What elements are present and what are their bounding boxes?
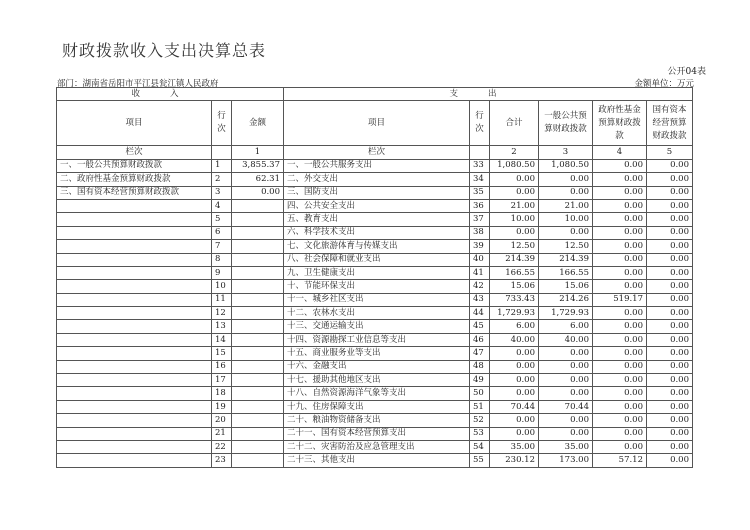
income-amount-cell bbox=[232, 266, 284, 279]
income-amount-cell bbox=[232, 374, 284, 387]
state-capital-cell: 0.00 bbox=[647, 253, 693, 266]
expense-item-cell: 十、节能环保支出 bbox=[284, 280, 470, 293]
expense-header: 支出 bbox=[284, 88, 693, 101]
fund-budget-cell: 0.00 bbox=[593, 266, 647, 279]
general-budget-cell: 0.00 bbox=[539, 427, 593, 440]
expense-rowno-cell: 49 bbox=[470, 374, 490, 387]
income-item-cell bbox=[57, 253, 212, 266]
total-cell: 35.00 bbox=[490, 440, 539, 453]
total-cell: 214.39 bbox=[490, 253, 539, 266]
income-item-cell bbox=[57, 199, 212, 212]
income-amount-cell bbox=[232, 253, 284, 266]
table-row bbox=[57, 347, 693, 360]
income-rowno-cell: 10 bbox=[212, 280, 232, 293]
expense-rowno-cell: 55 bbox=[470, 454, 490, 467]
income-rowno-cell: 20 bbox=[212, 414, 232, 427]
income-amount-cell bbox=[232, 400, 284, 413]
income-rowno-cell: 6 bbox=[212, 226, 232, 239]
expense-item-cell: 十一、城乡社区支出 bbox=[284, 293, 470, 306]
expense-rowno-cell: 37 bbox=[470, 213, 490, 226]
expense-rowno-cell: 53 bbox=[470, 427, 490, 440]
income-amount-cell bbox=[232, 454, 284, 467]
state-capital-cell: 0.00 bbox=[647, 360, 693, 373]
income-item-cell bbox=[57, 400, 212, 413]
column-index-blank bbox=[212, 146, 232, 159]
fund-budget-cell: 0.00 bbox=[593, 360, 647, 373]
state-capital-cell: 0.00 bbox=[647, 213, 693, 226]
fund-budget-cell: 0.00 bbox=[593, 213, 647, 226]
total-cell: 10.00 bbox=[490, 213, 539, 226]
income-item-cell: 三、国有资本经营预算财政拨款 bbox=[57, 186, 212, 199]
column-index-5: 5 bbox=[647, 146, 693, 159]
income-rowno-cell: 9 bbox=[212, 266, 232, 279]
income-rowno-cell: 1 bbox=[212, 159, 232, 172]
general-budget-cell: 0.00 bbox=[539, 186, 593, 199]
column-index-row bbox=[57, 146, 693, 159]
income-rowno-cell: 21 bbox=[212, 427, 232, 440]
income-item-cell bbox=[57, 226, 212, 239]
income-item-cell bbox=[57, 266, 212, 279]
income-rowno-cell: 2 bbox=[212, 173, 232, 186]
fund-budget-cell: 0.00 bbox=[593, 427, 647, 440]
income-amount-cell bbox=[232, 213, 284, 226]
income-rowno-cell: 7 bbox=[212, 240, 232, 253]
general-budget-cell: 70.44 bbox=[539, 400, 593, 413]
income-amount-cell: 0.00 bbox=[232, 186, 284, 199]
table-row bbox=[57, 173, 693, 186]
state-capital-cell: 0.00 bbox=[647, 307, 693, 320]
total-cell: 0.00 bbox=[490, 427, 539, 440]
income-amount-cell bbox=[232, 333, 284, 346]
total-cell: 12.50 bbox=[490, 240, 539, 253]
total-cell: 21.00 bbox=[490, 199, 539, 212]
expense-item-cell: 十五、商业服务业等支出 bbox=[284, 347, 470, 360]
fund-budget-cell: 0.00 bbox=[593, 320, 647, 333]
total-cell: 1,729.93 bbox=[490, 307, 539, 320]
expense-rowno-cell: 36 bbox=[470, 199, 490, 212]
state-capital-cell: 0.00 bbox=[647, 159, 693, 172]
state-capital-cell: 0.00 bbox=[647, 280, 693, 293]
income-rowno-cell: 11 bbox=[212, 293, 232, 306]
income-amount-cell bbox=[232, 280, 284, 293]
total-cell: 166.55 bbox=[490, 266, 539, 279]
general-budget-cell: 0.00 bbox=[539, 173, 593, 186]
general-budget-cell: 166.55 bbox=[539, 266, 593, 279]
state-capital-cell: 0.00 bbox=[647, 186, 693, 199]
table-row bbox=[57, 226, 693, 239]
fund-budget-cell: 0.00 bbox=[593, 347, 647, 360]
form-number: 公开04表 bbox=[667, 67, 706, 77]
total-cell: 0.00 bbox=[490, 347, 539, 360]
income-amount-cell bbox=[232, 199, 284, 212]
column-index-3: 3 bbox=[539, 146, 593, 159]
income-amount-cell: 62.31 bbox=[232, 173, 284, 186]
expense-item-cell: 十四、资源勘探工业信息等支出 bbox=[284, 333, 470, 346]
expense-rowno-cell: 34 bbox=[470, 173, 490, 186]
expense-item-cell: 十八、自然资源海洋气象等支出 bbox=[284, 387, 470, 400]
fund-budget-header: 政府性基金预算财政拨款 bbox=[593, 101, 647, 146]
general-budget-cell: 1,729.93 bbox=[539, 307, 593, 320]
total-cell: 0.00 bbox=[490, 186, 539, 199]
expense-rowno-cell: 43 bbox=[470, 293, 490, 306]
income-amount-cell: 3,855.37 bbox=[232, 159, 284, 172]
state-capital-cell: 0.00 bbox=[647, 199, 693, 212]
expense-rowno-header: 行次 bbox=[470, 101, 490, 146]
table-body bbox=[57, 159, 693, 467]
income-item-cell bbox=[57, 280, 212, 293]
fund-budget-cell: 519.17 bbox=[593, 293, 647, 306]
column-index-1: 1 bbox=[232, 146, 284, 159]
general-budget-cell: 35.00 bbox=[539, 440, 593, 453]
total-cell: 0.00 bbox=[490, 374, 539, 387]
fund-budget-cell: 0.00 bbox=[593, 159, 647, 172]
fund-budget-cell: 0.00 bbox=[593, 440, 647, 453]
table-row bbox=[57, 253, 693, 266]
general-budget-cell: 6.00 bbox=[539, 320, 593, 333]
report-title: 财政拨款收入支出决算总表 bbox=[62, 41, 267, 60]
general-budget-cell: 21.00 bbox=[539, 199, 593, 212]
income-rowno-cell: 17 bbox=[212, 374, 232, 387]
general-budget-cell: 0.00 bbox=[539, 414, 593, 427]
income-rowno-cell: 12 bbox=[212, 307, 232, 320]
expense-rowno-cell: 35 bbox=[470, 186, 490, 199]
total-cell: 40.00 bbox=[490, 333, 539, 346]
expense-item-cell: 十九、住房保障支出 bbox=[284, 400, 470, 413]
general-budget-cell: 12.50 bbox=[539, 240, 593, 253]
total-cell: 0.00 bbox=[490, 226, 539, 239]
general-budget-cell: 0.00 bbox=[539, 360, 593, 373]
header-row-columns bbox=[57, 101, 693, 146]
fund-budget-cell: 0.00 bbox=[593, 240, 647, 253]
amount-unit-label: 金额单位：万元 bbox=[634, 79, 694, 89]
income-item-cell bbox=[57, 414, 212, 427]
general-budget-cell: 214.39 bbox=[539, 253, 593, 266]
income-rowno-cell: 3 bbox=[212, 186, 232, 199]
state-capital-cell: 0.00 bbox=[647, 293, 693, 306]
income-item-cell bbox=[57, 347, 212, 360]
fund-budget-cell: 0.00 bbox=[593, 374, 647, 387]
income-item-cell bbox=[57, 360, 212, 373]
expense-rowno-cell: 46 bbox=[470, 333, 490, 346]
state-capital-cell: 0.00 bbox=[647, 400, 693, 413]
expense-item-cell: 二十一、国有资本经营预算支出 bbox=[284, 427, 470, 440]
income-amount-cell bbox=[232, 320, 284, 333]
expense-item-header: 项目 bbox=[284, 101, 470, 146]
total-cell: 733.43 bbox=[490, 293, 539, 306]
total-cell: 0.00 bbox=[490, 387, 539, 400]
table-row bbox=[57, 360, 693, 373]
fund-budget-cell: 0.00 bbox=[593, 186, 647, 199]
fund-budget-cell: 0.00 bbox=[593, 253, 647, 266]
state-capital-cell: 0.00 bbox=[647, 320, 693, 333]
column-label-expense: 栏次 bbox=[284, 146, 470, 159]
state-capital-cell: 0.00 bbox=[647, 427, 693, 440]
expense-item-cell: 七、文化旅游体育与传媒支出 bbox=[284, 240, 470, 253]
expense-item-cell: 九、卫生健康支出 bbox=[284, 266, 470, 279]
column-index-blank bbox=[470, 146, 490, 159]
expense-rowno-cell: 33 bbox=[470, 159, 490, 172]
table-row bbox=[57, 199, 693, 212]
expense-item-cell: 二十、粮油物资储备支出 bbox=[284, 414, 470, 427]
general-budget-cell: 173.00 bbox=[539, 454, 593, 467]
income-rowno-cell: 5 bbox=[212, 213, 232, 226]
table-row bbox=[57, 320, 693, 333]
expense-rowno-cell: 52 bbox=[470, 414, 490, 427]
income-amount-cell bbox=[232, 226, 284, 239]
fund-budget-cell: 0.00 bbox=[593, 173, 647, 186]
general-budget-cell: 1,080.50 bbox=[539, 159, 593, 172]
expense-item-cell: 八、社会保障和就业支出 bbox=[284, 253, 470, 266]
state-capital-cell: 0.00 bbox=[647, 333, 693, 346]
expense-item-cell: 五、教育支出 bbox=[284, 213, 470, 226]
income-item-cell bbox=[57, 440, 212, 453]
department-label: 部门：湖南省岳阳市平江县瓮江镇人民政府 bbox=[57, 79, 219, 89]
expense-item-cell: 十二、农林水支出 bbox=[284, 307, 470, 320]
expense-item-cell: 十三、交通运输支出 bbox=[284, 320, 470, 333]
fund-budget-cell: 0.00 bbox=[593, 199, 647, 212]
income-item-cell bbox=[57, 374, 212, 387]
state-capital-cell: 0.00 bbox=[647, 240, 693, 253]
income-item-header: 项目 bbox=[57, 101, 212, 146]
income-amount-cell bbox=[232, 360, 284, 373]
general-budget-cell: 0.00 bbox=[539, 347, 593, 360]
income-item-cell: 一、一般公共预算财政拨款 bbox=[57, 159, 212, 172]
income-rowno-cell: 15 bbox=[212, 347, 232, 360]
expense-rowno-cell: 48 bbox=[470, 360, 490, 373]
income-item-cell bbox=[57, 213, 212, 226]
general-budget-cell: 0.00 bbox=[539, 387, 593, 400]
income-item-cell bbox=[57, 320, 212, 333]
income-amount-cell bbox=[232, 347, 284, 360]
state-capital-cell: 0.00 bbox=[647, 173, 693, 186]
table-row bbox=[57, 427, 693, 440]
expense-rowno-cell: 39 bbox=[470, 240, 490, 253]
income-amount-cell bbox=[232, 240, 284, 253]
column-index-2: 2 bbox=[490, 146, 539, 159]
general-budget-cell: 15.06 bbox=[539, 280, 593, 293]
income-item-cell bbox=[57, 333, 212, 346]
table-row bbox=[57, 186, 693, 199]
state-capital-cell: 0.00 bbox=[647, 454, 693, 467]
expense-item-cell: 二十二、灾害防治及应急管理支出 bbox=[284, 440, 470, 453]
income-item-cell bbox=[57, 240, 212, 253]
income-rowno-cell: 23 bbox=[212, 454, 232, 467]
state-capital-cell: 0.00 bbox=[647, 347, 693, 360]
fund-budget-cell: 0.00 bbox=[593, 307, 647, 320]
expense-item-cell: 一、一般公共服务支出 bbox=[284, 159, 470, 172]
income-item-cell bbox=[57, 293, 212, 306]
total-cell: 15.06 bbox=[490, 280, 539, 293]
total-cell: 0.00 bbox=[490, 414, 539, 427]
expense-item-cell: 四、公共安全支出 bbox=[284, 199, 470, 212]
general-budget-cell: 40.00 bbox=[539, 333, 593, 346]
expense-item-cell: 十六、金融支出 bbox=[284, 360, 470, 373]
general-budget-cell: 214.26 bbox=[539, 293, 593, 306]
state-capital-cell: 0.00 bbox=[647, 226, 693, 239]
fund-budget-cell: 0.00 bbox=[593, 414, 647, 427]
table-row bbox=[57, 374, 693, 387]
income-rowno-cell: 22 bbox=[212, 440, 232, 453]
header-row-sections bbox=[57, 88, 693, 101]
table-row bbox=[57, 213, 693, 226]
income-rowno-cell: 14 bbox=[212, 333, 232, 346]
expense-item-cell: 十七、援助其他地区支出 bbox=[284, 374, 470, 387]
income-rowno-cell: 19 bbox=[212, 400, 232, 413]
income-amount-cell bbox=[232, 307, 284, 320]
total-cell: 70.44 bbox=[490, 400, 539, 413]
expense-item-cell: 二、外交支出 bbox=[284, 173, 470, 186]
income-amount-cell bbox=[232, 440, 284, 453]
expense-rowno-cell: 42 bbox=[470, 280, 490, 293]
income-rowno-cell: 13 bbox=[212, 320, 232, 333]
table-row bbox=[57, 280, 693, 293]
expense-item-cell: 二十三、其他支出 bbox=[284, 454, 470, 467]
expense-rowno-cell: 47 bbox=[470, 347, 490, 360]
fund-budget-cell: 57.12 bbox=[593, 454, 647, 467]
general-budget-cell: 10.00 bbox=[539, 213, 593, 226]
expense-rowno-cell: 44 bbox=[470, 307, 490, 320]
column-index-4: 4 bbox=[593, 146, 647, 159]
expense-rowno-cell: 50 bbox=[470, 387, 490, 400]
state-capital-cell: 0.00 bbox=[647, 414, 693, 427]
general-budget-cell: 0.00 bbox=[539, 374, 593, 387]
income-header: 收入 bbox=[57, 88, 284, 101]
expense-rowno-cell: 41 bbox=[470, 266, 490, 279]
income-rowno-cell: 18 bbox=[212, 387, 232, 400]
state-capital-cell: 0.00 bbox=[647, 374, 693, 387]
income-amount-cell bbox=[232, 387, 284, 400]
table-row bbox=[57, 387, 693, 400]
expense-rowno-cell: 54 bbox=[470, 440, 490, 453]
state-capital-cell: 0.00 bbox=[647, 387, 693, 400]
table-row bbox=[57, 293, 693, 306]
state-capital-cell: 0.00 bbox=[647, 440, 693, 453]
state-capital-header: 国有资本经营预算财政拨款 bbox=[647, 101, 693, 146]
table-row bbox=[57, 454, 693, 467]
table-row bbox=[57, 307, 693, 320]
fund-budget-cell: 0.00 bbox=[593, 333, 647, 346]
total-header: 合计 bbox=[490, 101, 539, 146]
expense-rowno-cell: 51 bbox=[470, 400, 490, 413]
total-cell: 1,080.50 bbox=[490, 159, 539, 172]
expense-rowno-cell: 38 bbox=[470, 226, 490, 239]
income-item-cell bbox=[57, 307, 212, 320]
total-cell: 6.00 bbox=[490, 320, 539, 333]
table-row bbox=[57, 400, 693, 413]
column-label: 栏次 bbox=[57, 146, 212, 159]
fund-budget-cell: 0.00 bbox=[593, 280, 647, 293]
total-cell: 0.00 bbox=[490, 360, 539, 373]
total-cell: 230.12 bbox=[490, 454, 539, 467]
income-rowno-cell: 16 bbox=[212, 360, 232, 373]
expense-item-cell: 三、国防支出 bbox=[284, 186, 470, 199]
income-rowno-cell: 4 bbox=[212, 199, 232, 212]
table-row bbox=[57, 440, 693, 453]
income-amount-cell bbox=[232, 293, 284, 306]
expense-rowno-cell: 40 bbox=[470, 253, 490, 266]
income-rowno-cell: 8 bbox=[212, 253, 232, 266]
general-budget-cell: 0.00 bbox=[539, 226, 593, 239]
fund-budget-cell: 0.00 bbox=[593, 400, 647, 413]
income-item-cell: 二、政府性基金预算财政拨款 bbox=[57, 173, 212, 186]
table-row bbox=[57, 159, 693, 172]
income-amount-header: 金额 bbox=[232, 101, 284, 146]
income-item-cell bbox=[57, 454, 212, 467]
table-row bbox=[57, 414, 693, 427]
income-item-cell bbox=[57, 387, 212, 400]
income-rowno-header: 行次 bbox=[212, 101, 232, 146]
fund-budget-cell: 0.00 bbox=[593, 226, 647, 239]
expense-rowno-cell: 45 bbox=[470, 320, 490, 333]
state-capital-cell: 0.00 bbox=[647, 266, 693, 279]
income-item-cell bbox=[57, 427, 212, 440]
fiscal-summary-table bbox=[56, 87, 693, 468]
income-amount-cell bbox=[232, 414, 284, 427]
table-row bbox=[57, 333, 693, 346]
general-budget-header: 一般公共预算财政拨款 bbox=[539, 101, 593, 146]
income-amount-cell bbox=[232, 427, 284, 440]
table-row bbox=[57, 266, 693, 279]
total-cell: 0.00 bbox=[490, 173, 539, 186]
table-row bbox=[57, 240, 693, 253]
expense-item-cell: 六、科学技术支出 bbox=[284, 226, 470, 239]
fund-budget-cell: 0.00 bbox=[593, 387, 647, 400]
